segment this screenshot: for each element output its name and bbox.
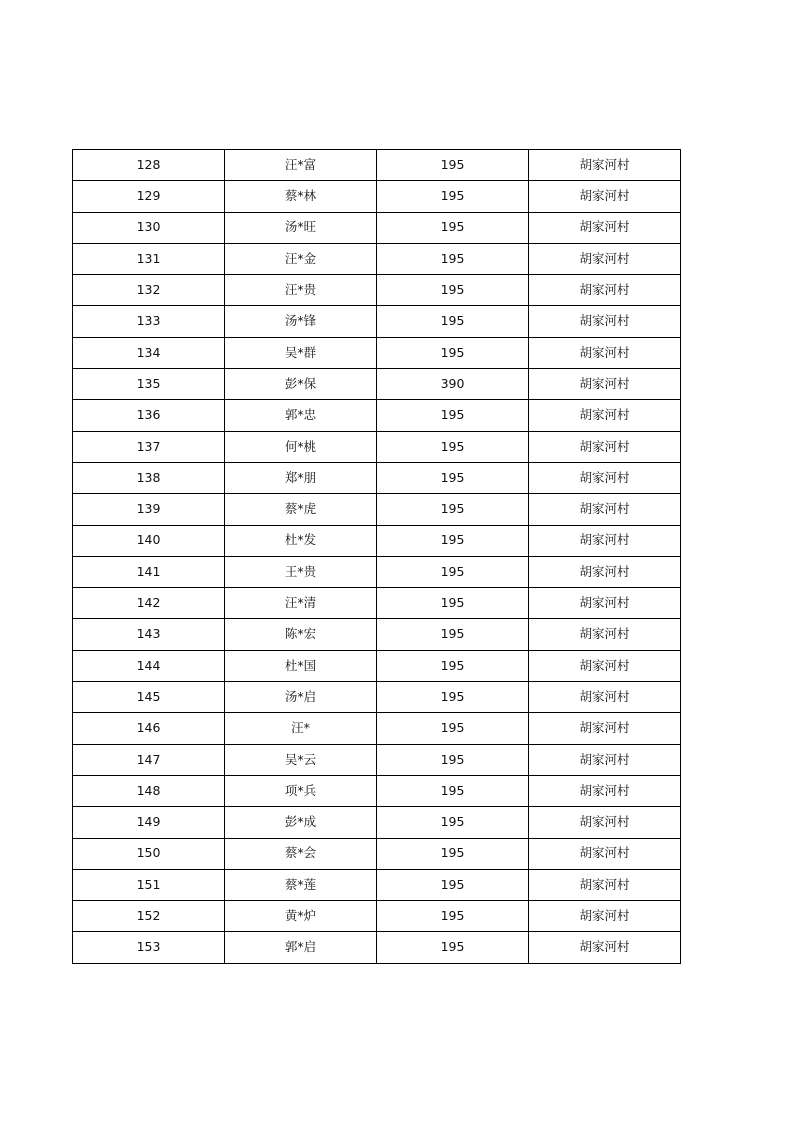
name-cell: 黄*炉: [225, 901, 377, 932]
table-row: [73, 588, 681, 619]
name-cell: 彭*成: [225, 807, 377, 838]
row-number-cell: 139: [73, 494, 225, 525]
row-number-cell: 135: [73, 369, 225, 400]
row-number-cell: 137: [73, 431, 225, 462]
name-cell: 汤*锋: [225, 306, 377, 337]
village-cell: 胡家河村: [529, 650, 681, 681]
name-cell: 汪*富: [225, 150, 377, 181]
amount-cell: 195: [377, 807, 529, 838]
table-row: [73, 932, 681, 963]
name-cell: 彭*保: [225, 369, 377, 400]
village-cell: 胡家河村: [529, 181, 681, 212]
amount-cell: 195: [377, 431, 529, 462]
table-row: [73, 275, 681, 306]
village-cell: 胡家河村: [529, 588, 681, 619]
amount-cell: 195: [377, 400, 529, 431]
village-cell: 胡家河村: [529, 932, 681, 963]
row-number-cell: 141: [73, 556, 225, 587]
name-cell: 杜*国: [225, 650, 377, 681]
row-number-cell: 129: [73, 181, 225, 212]
table-row: [73, 650, 681, 681]
village-cell: 胡家河村: [529, 901, 681, 932]
amount-cell: 195: [377, 337, 529, 368]
name-cell: 项*兵: [225, 775, 377, 806]
amount-cell: 195: [377, 682, 529, 713]
name-cell: 汪*清: [225, 588, 377, 619]
village-cell: 胡家河村: [529, 431, 681, 462]
row-number-cell: 149: [73, 807, 225, 838]
name-cell: 蔡*会: [225, 838, 377, 869]
data-table: [72, 149, 681, 964]
table-row: [73, 337, 681, 368]
amount-cell: 195: [377, 243, 529, 274]
table-row: [73, 838, 681, 869]
row-number-cell: 151: [73, 869, 225, 900]
table-row: [73, 775, 681, 806]
amount-cell: 195: [377, 744, 529, 775]
name-cell: 蔡*虎: [225, 494, 377, 525]
row-number-cell: 140: [73, 525, 225, 556]
village-cell: 胡家河村: [529, 212, 681, 243]
table-row: [73, 494, 681, 525]
name-cell: 蔡*林: [225, 181, 377, 212]
name-cell: 何*桃: [225, 431, 377, 462]
row-number-cell: 142: [73, 588, 225, 619]
row-number-cell: 148: [73, 775, 225, 806]
village-cell: 胡家河村: [529, 462, 681, 493]
amount-cell: 195: [377, 181, 529, 212]
village-cell: 胡家河村: [529, 713, 681, 744]
village-cell: 胡家河村: [529, 150, 681, 181]
table-row: [73, 243, 681, 274]
village-cell: 胡家河村: [529, 369, 681, 400]
row-number-cell: 145: [73, 682, 225, 713]
name-cell: 蔡*莲: [225, 869, 377, 900]
row-number-cell: 138: [73, 462, 225, 493]
table-row: [73, 369, 681, 400]
name-cell: 吴*群: [225, 337, 377, 368]
name-cell: 汪*贵: [225, 275, 377, 306]
name-cell: 汤*启: [225, 682, 377, 713]
village-cell: 胡家河村: [529, 869, 681, 900]
table-row: [73, 807, 681, 838]
row-number-cell: 147: [73, 744, 225, 775]
name-cell: 汪*金: [225, 243, 377, 274]
amount-cell: 195: [377, 556, 529, 587]
table-row: [73, 556, 681, 587]
village-cell: 胡家河村: [529, 775, 681, 806]
amount-cell: 195: [377, 650, 529, 681]
amount-cell: 195: [377, 275, 529, 306]
village-cell: 胡家河村: [529, 807, 681, 838]
amount-cell: 195: [377, 494, 529, 525]
village-cell: 胡家河村: [529, 556, 681, 587]
row-number-cell: 133: [73, 306, 225, 337]
village-cell: 胡家河村: [529, 682, 681, 713]
name-cell: 杜*发: [225, 525, 377, 556]
table-row: [73, 901, 681, 932]
amount-cell: 195: [377, 932, 529, 963]
table-row: [73, 150, 681, 181]
name-cell: 郑*朋: [225, 462, 377, 493]
village-cell: 胡家河村: [529, 744, 681, 775]
table-row: [73, 462, 681, 493]
name-cell: 王*贵: [225, 556, 377, 587]
amount-cell: 390: [377, 369, 529, 400]
table-row: [73, 212, 681, 243]
village-cell: 胡家河村: [529, 525, 681, 556]
amount-cell: 195: [377, 619, 529, 650]
village-cell: 胡家河村: [529, 337, 681, 368]
amount-cell: 195: [377, 306, 529, 337]
row-number-cell: 132: [73, 275, 225, 306]
row-number-cell: 150: [73, 838, 225, 869]
name-cell: 郭*启: [225, 932, 377, 963]
row-number-cell: 130: [73, 212, 225, 243]
amount-cell: 195: [377, 588, 529, 619]
village-cell: 胡家河村: [529, 619, 681, 650]
table-row: [73, 400, 681, 431]
table-row: [73, 713, 681, 744]
village-cell: 胡家河村: [529, 306, 681, 337]
row-number-cell: 143: [73, 619, 225, 650]
name-cell: 郭*忠: [225, 400, 377, 431]
row-number-cell: 144: [73, 650, 225, 681]
row-number-cell: 152: [73, 901, 225, 932]
row-number-cell: 128: [73, 150, 225, 181]
village-cell: 胡家河村: [529, 400, 681, 431]
amount-cell: 195: [377, 838, 529, 869]
amount-cell: 195: [377, 525, 529, 556]
name-cell: 汪*: [225, 713, 377, 744]
amount-cell: 195: [377, 869, 529, 900]
amount-cell: 195: [377, 775, 529, 806]
amount-cell: 195: [377, 462, 529, 493]
table-row: [73, 869, 681, 900]
name-cell: 汤*旺: [225, 212, 377, 243]
table-row: [73, 619, 681, 650]
row-number-cell: 146: [73, 713, 225, 744]
name-cell: 吴*云: [225, 744, 377, 775]
row-number-cell: 134: [73, 337, 225, 368]
amount-cell: 195: [377, 901, 529, 932]
name-cell: 陈*宏: [225, 619, 377, 650]
village-cell: 胡家河村: [529, 838, 681, 869]
village-cell: 胡家河村: [529, 243, 681, 274]
amount-cell: 195: [377, 713, 529, 744]
table-row: [73, 682, 681, 713]
amount-cell: 195: [377, 150, 529, 181]
table-row: [73, 525, 681, 556]
table-row: [73, 181, 681, 212]
village-cell: 胡家河村: [529, 275, 681, 306]
table-row: [73, 431, 681, 462]
row-number-cell: 131: [73, 243, 225, 274]
row-number-cell: 153: [73, 932, 225, 963]
table-row: [73, 306, 681, 337]
row-number-cell: 136: [73, 400, 225, 431]
table-row: [73, 744, 681, 775]
table-body: [73, 150, 681, 964]
village-cell: 胡家河村: [529, 494, 681, 525]
amount-cell: 195: [377, 212, 529, 243]
